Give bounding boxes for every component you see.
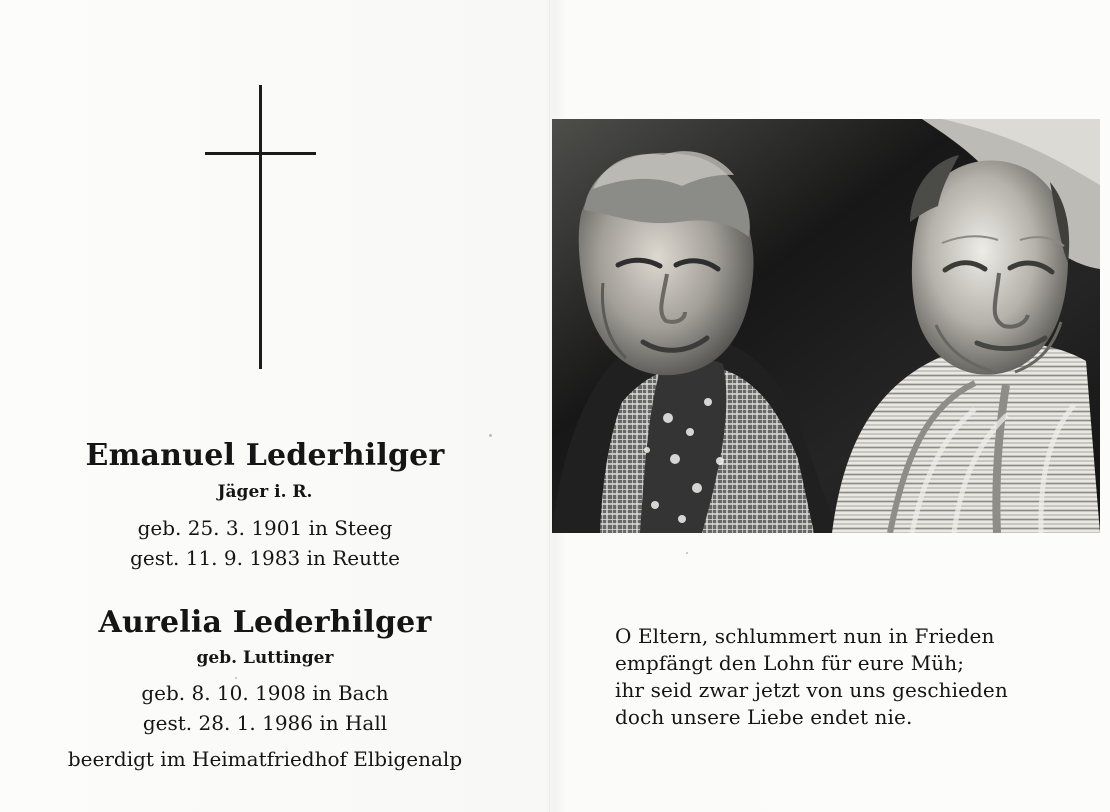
paper-speck xyxy=(489,434,492,437)
person-1-died: gest. 11. 9. 1983 in Reutte xyxy=(130,546,400,570)
paper-speck xyxy=(686,552,688,554)
person-2-died: gest. 28. 1. 1986 in Hall xyxy=(142,711,388,735)
person-1-title: Jäger i. R. xyxy=(217,482,313,502)
person-2-name: Aurelia Lederhilger xyxy=(98,605,432,640)
paper-speck xyxy=(235,677,237,679)
person-1-name: Emanuel Lederhilger xyxy=(85,438,445,473)
burial-place: beerdigt im Heimatfriedhof Elbigenalp xyxy=(67,747,463,771)
person-2-maiden-name: geb. Luttinger xyxy=(196,648,334,668)
cross-icon xyxy=(259,85,262,369)
person-2-born: geb. 8. 10. 1908 in Bach xyxy=(141,681,389,705)
poem-line: doch unsere Liebe endet nie. xyxy=(615,705,913,729)
card-fold xyxy=(549,0,550,812)
cross-icon-bar xyxy=(205,152,316,155)
poem-line: O Eltern, schlummert nun in Frieden xyxy=(615,624,995,648)
poem-line: empfängt den Lohn für eure Müh; xyxy=(615,651,965,675)
portrait-photo xyxy=(552,119,1100,533)
poem xyxy=(615,623,1075,731)
portrait-photo-icon xyxy=(552,119,1100,533)
poem-line: ihr seid zwar jetzt von uns geschieden xyxy=(615,678,1008,702)
person-1-born: geb. 25. 3. 1901 in Steeg xyxy=(137,516,393,540)
